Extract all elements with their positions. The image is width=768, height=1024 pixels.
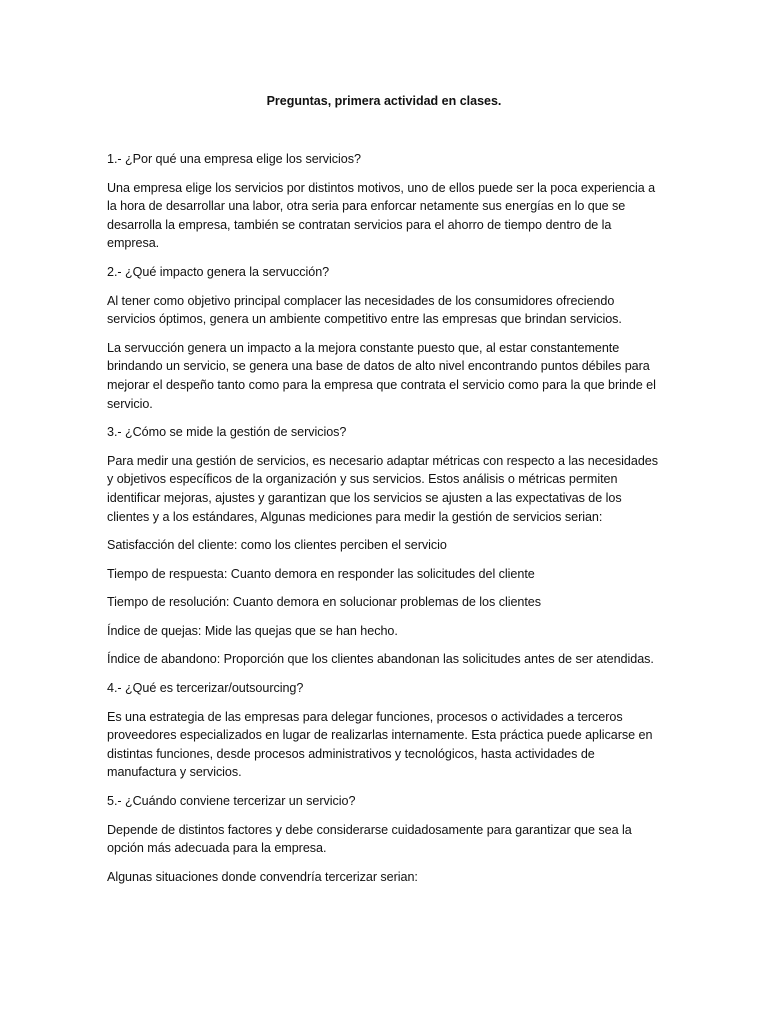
answer-5-part-2: Algunas situaciones donde convendría tercerizar serian: xyxy=(107,869,418,884)
question-3: 3.- ¿Cómo se mide la gestión de servicios? xyxy=(107,425,347,440)
question-2: 2.- ¿Qué impacto genera la servucción? xyxy=(107,264,330,279)
document-body xyxy=(107,150,662,896)
metric-abandonment: Índice de abandono: Proporción que los clientes abandonan las solicitudes antes de ser atendidas. xyxy=(107,652,654,667)
metric-satisfaction: Satisfacción del cliente: como los clientes perciben el servicio xyxy=(107,538,447,553)
document-title: Preguntas, primera actividad en clases. xyxy=(266,94,502,108)
metric-complaints: Índice de quejas: Mide las quejas que se han hecho. xyxy=(107,623,398,638)
answer-4: Es una estrategia de las empresas para delegar funciones, procesos o actividades a terceros proveedores especializados en lugar de realizarlas internamente. Esta práctica puede aplicarse en distintas funciones, desde procesos administrativos y tecnológicos, hasta actividades de manufactura y servicios. xyxy=(107,709,653,780)
question-5: 5.- ¿Cuándo conviene tercerizar un servicio? xyxy=(107,794,356,809)
answer-2-part-2: La servucción genera un impacto a la mejora constante puesto que, al estar constantemente brindando un servicio, se genera una base de datos de alto nivel encontrando puntos débiles para mejorar el despeño tanto como para la empresa que contrata el servicio como para la que brinde el servicio. xyxy=(107,340,656,411)
question-1: 1.- ¿Por qué una empresa elige los servicios? xyxy=(107,152,361,166)
answer-2-part-1: Al tener como objetivo principal complacer las necesidades de los consumidores ofreciendo servicios óptimos, genera un ambiente competitivo entre las empresas que brindan servicios. xyxy=(107,293,622,327)
metric-resolution-time: Tiempo de resolución: Cuanto demora en solucionar problemas de los clientes xyxy=(107,595,542,610)
answer-5-part-1: Depende de distintos factores y debe considerarse cuidadosamente para garantizar que sea la opción más adecuada para la empresa. xyxy=(107,822,632,856)
question-4: 4.- ¿Qué es tercerizar/outsourcing? xyxy=(107,681,304,696)
answer-3-intro: Para medir una gestión de servicios, es necesario adaptar métricas con respecto a las necesidades y objetivos específicos de la organización y sus servicios. Estos análisis o métricas permiten identificar mejoras, ajustes y garantizan que los servicios se ajusten a las expectativas de los clientes y a los estándares, Algunas mediciones para medir la gestión de servicios serian: xyxy=(107,453,658,524)
metric-response-time: Tiempo de respuesta: Cuanto demora en responder las solicitudes del cliente xyxy=(107,566,535,581)
answer-1: Una empresa elige los servicios por distintos motivos, uno de ellos puede ser la poca experiencia a la hora de desarrollar una labor, otra seria para enforcar netamente sus energías en lo que se desarrolla la empresa, también se contratan servicios para el ahorro de tiempo dentro de la empresa. xyxy=(107,180,656,251)
